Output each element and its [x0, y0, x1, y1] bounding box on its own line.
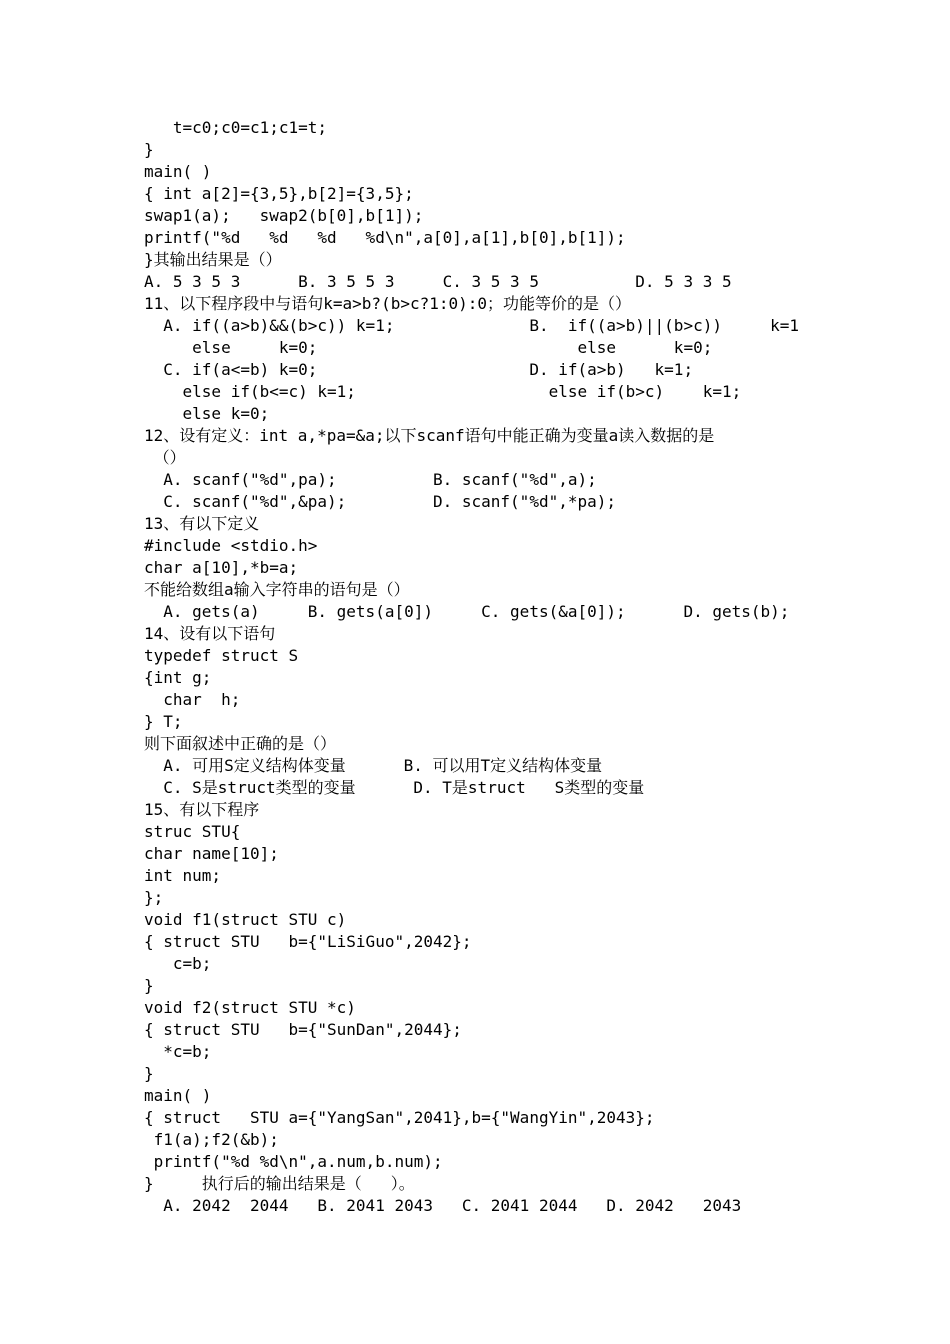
text-line: C. if(a<=b) k=0; D. if(a>b) k=1; [144, 360, 694, 379]
text-line: char h; [144, 690, 241, 709]
question-heading: 12、设有定义：int a,*pa=&a;以下scanf语句中能正确为变量a读入数据的是 [144, 426, 715, 445]
text-line: void f1(struct STU c) [144, 910, 347, 929]
text-line: （） [144, 448, 186, 467]
text-line: C. scanf("%d",&pa); D. scanf("%d",*pa); [144, 492, 617, 511]
text-line: A. 2042 2044 B. 2041 2043 C. 2041 2044 D. 2042 2043 [144, 1196, 742, 1215]
text-line: } [144, 140, 154, 159]
text-line: 则下面叙述中正确的是（） [144, 734, 337, 753]
text-line: { struct STU b={"SunDan",2044}; [144, 1020, 462, 1039]
question-heading: 13、有以下定义 [144, 514, 260, 533]
text-line: { int a[2]={3,5},b[2]={3,5}; [144, 184, 414, 203]
text-line: }其输出结果是（） [144, 250, 282, 269]
text-line: } T; [144, 712, 183, 731]
text-line: main( ) [144, 162, 212, 181]
text-line: A. gets(a) B. gets(a[0]) C. gets(&a[0]); D. gets(b); [144, 602, 790, 621]
text-line: void f2(struct STU *c) [144, 998, 356, 1017]
text-line: struc STU{ [144, 822, 241, 841]
text-line: #include <stdio.h> [144, 536, 318, 555]
text-line: }; [144, 888, 164, 907]
text-line: int num; [144, 866, 222, 885]
text-line: f1(a);f2(&b); [144, 1130, 279, 1149]
text-line: printf("%d %d\n",a.num,b.num); [144, 1152, 443, 1171]
text-line: else if(b<=c) k=1; else if(b>c) k=1; [144, 382, 742, 401]
text-line: { struct STU a={"YangSan",2041},b={"WangYin",2043}; [144, 1108, 655, 1127]
text-line: A. 5 3 5 3 B. 3 5 5 3 C. 3 5 3 5 D. 5 3 3 5 [144, 272, 732, 291]
text-line: } [144, 1064, 154, 1083]
text-line: C. S是struct类型的变量 D. T是struct S类型的变量 [144, 778, 645, 797]
text-line: printf("%d %d %d %d\n",a[0],a[1],b[0],b[1]); [144, 228, 626, 247]
text-line: *c=b; [144, 1042, 212, 1061]
question-heading: 11、以下程序段中与语句k=a>b?(b>c?1:0):0；功能等价的是（） [144, 294, 632, 313]
text-line: char a[10],*b=a; [144, 558, 299, 577]
text-line: A. if((a>b)&&(b>c)) k=1; B. if((a>b)||(b>c)) k=1 [144, 316, 800, 335]
text-line: else k=0; else k=0; [144, 338, 713, 357]
text-line: } [144, 976, 154, 995]
question-heading: 14、设有以下语句 [144, 624, 276, 643]
text-line: else k=0; [144, 404, 270, 423]
text-line: c=b; [144, 954, 212, 973]
text-line: swap1(a); swap2(b[0],b[1]); [144, 206, 424, 225]
text-line: {int g; [144, 668, 212, 687]
question-heading: 15、有以下程序 [144, 800, 260, 819]
text-line: typedef struct S [144, 646, 299, 665]
text-line: main( ) [144, 1086, 212, 1105]
text-line: char name[10]; [144, 844, 279, 863]
text-line: t=c0;c0=c1;c1=t; [144, 118, 328, 137]
text-line: 不能给数组a输入字符串的语句是（） [144, 580, 410, 599]
text-line: { struct STU b={"LiSiGuo",2042}; [144, 932, 472, 951]
text-line: } 执行后的输出结果是（ ）。 [144, 1174, 415, 1193]
text-line: A. 可用S定义结构体变量 B. 可以用T定义结构体变量 [144, 756, 603, 775]
text-line: A. scanf("%d",pa); B. scanf("%d",a); [144, 470, 597, 489]
